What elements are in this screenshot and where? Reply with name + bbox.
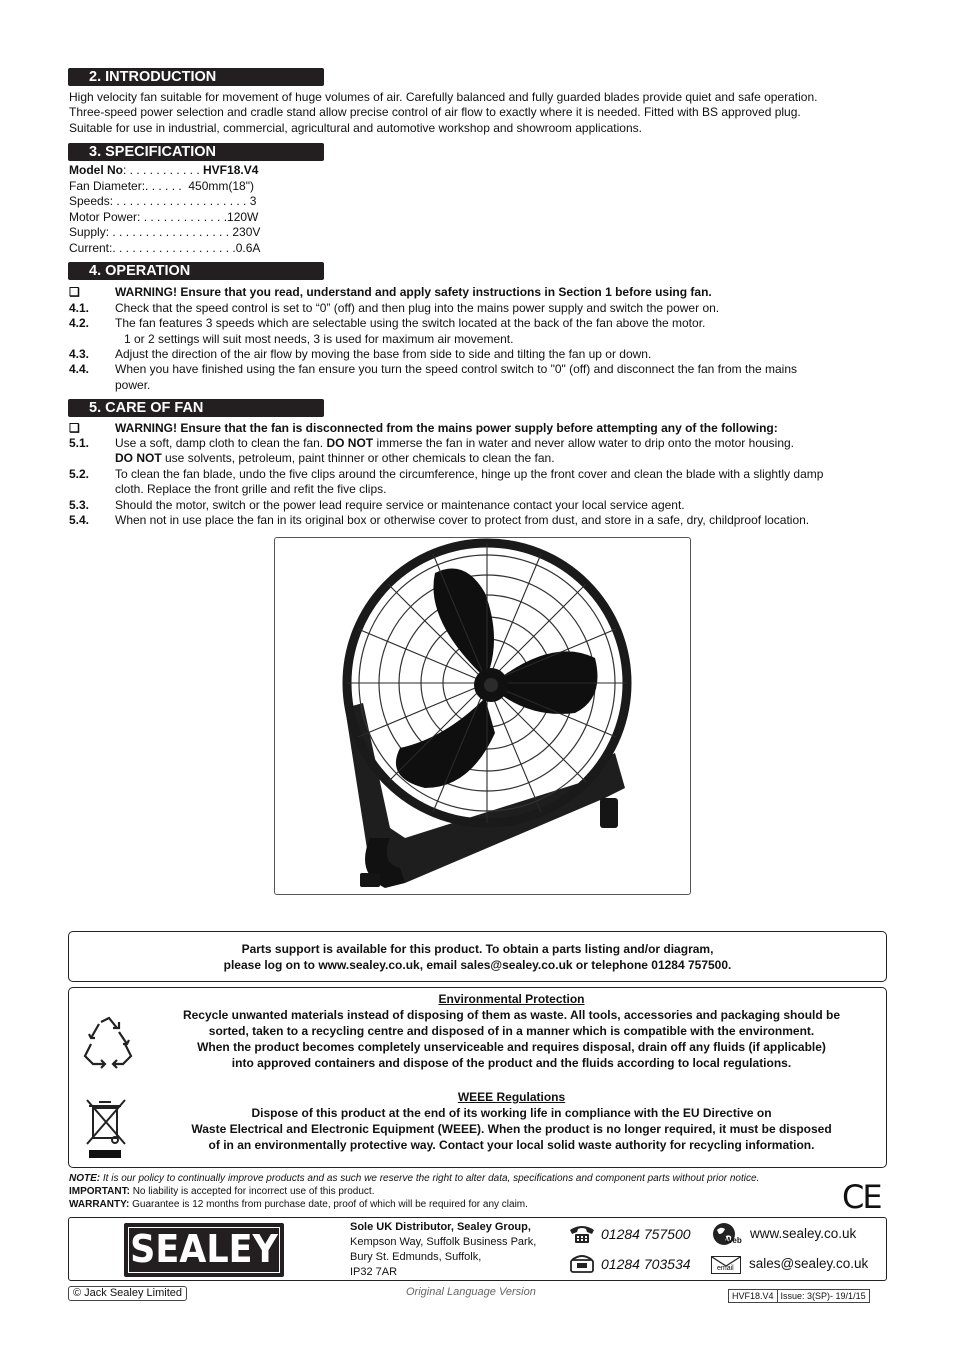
- item-text: Should the motor, switch or the power lead require service or maintenance contact your local service agent.: [115, 498, 685, 512]
- care-warning-text: WARNING! Ensure that the fan is disconnected from the mains power supply before attempting any of the following:: [115, 421, 778, 435]
- section-heading-introduction: 2. INTRODUCTION: [68, 68, 324, 86]
- item-text: Check that the speed control is set to “0” (off) and then plug into the mains power supply and switch the power on.: [115, 301, 720, 315]
- address-line: Kempson Way, Suffolk Business Park,: [350, 1236, 537, 1248]
- distributor-name: Sole UK Distributor, Sealey Group,: [350, 1221, 531, 1233]
- env-line: Recycle unwanted materials instead of disposing of them as waste. All tools, accessories and packaging should be: [182, 1008, 841, 1022]
- sealey-logo-text: SEALEY: [130, 1228, 278, 1272]
- item-text: Adjust the direction of the air flow by moving the base from side to side and tilting the fan up or down.: [115, 347, 652, 361]
- contact-box: [68, 1217, 887, 1281]
- parts-support-box: [68, 931, 887, 982]
- item-text: When not in use place the fan in its original box or otherwise cover to protect from dust, and store in a safe, dry, childproof location.: [115, 513, 810, 527]
- spec-table: [69, 163, 260, 256]
- text-run: immerse the fan in water and never allow water to drip onto the motor housing.: [373, 436, 795, 450]
- warranty-label: WARRANTY:: [69, 1199, 130, 1210]
- email-icon-label: email: [717, 1265, 734, 1272]
- environmental-box: [68, 987, 887, 1168]
- item-number: 5.2.: [69, 467, 90, 481]
- address-line: IP32 7AR: [350, 1266, 398, 1278]
- phone-icon: [568, 1224, 596, 1249]
- weee-line: Dispose of this product at the end of its working life in compliance with the EU Directive on: [251, 1106, 772, 1120]
- note-label: NOTE:: [69, 1173, 101, 1184]
- web-icon-label: Web: [725, 1236, 742, 1245]
- fax-number[interactable]: 01284 703534: [601, 1256, 691, 1272]
- spec-model-dots: : . . . . . . . . . . .: [123, 163, 204, 177]
- fax-icon: [568, 1252, 596, 1279]
- item-text: To clean the fan blade, undo the five clips around the circumference, hinge up the front cover and clean the blade with a slightly damp: [115, 467, 824, 481]
- sealey-logo: [124, 1223, 284, 1277]
- phone-number[interactable]: 01284 757500: [601, 1226, 691, 1242]
- item-text: cloth. Replace the front grille and refit the five clips.: [115, 482, 387, 496]
- item-number: 4.1.: [69, 301, 90, 315]
- note-text: It is our policy to continually improve products and as such we reserve the right to alter data, specifications and component parts without prior notice.: [100, 1173, 760, 1184]
- address-line: Bury St. Edmunds, Suffolk,: [350, 1251, 482, 1263]
- spec-row: Current:. . . . . . . . . . . . . . . . . . .0.6A: [69, 240, 261, 255]
- section-heading-care: 5. CARE OF FAN: [68, 399, 324, 417]
- item-text: 1 or 2 settings will suit most needs, 3 is used for maximum air movement.: [124, 332, 514, 346]
- item-number: 5.1.: [69, 436, 90, 450]
- item-number: 5.4.: [69, 513, 90, 527]
- parts-line: Parts support is available for this product. To obtain a parts listing and/or diagram,: [241, 942, 714, 956]
- item-text: power.: [115, 378, 151, 392]
- weee-line: Waste Electrical and Electronic Equipment (WEEE). When the product is no longer required, it must be disposed: [191, 1122, 832, 1136]
- spec-row-model: [69, 163, 260, 179]
- text-run-bold: DO NOT: [326, 436, 374, 450]
- spec-row: Fan Diameter:. . . . . . 450mm(18"): [69, 178, 254, 193]
- intro-line: Three-speed power selection and cradle stand allow precise control of air flow to exactly where it is needed. Fitted with BS approved plug.: [69, 105, 801, 120]
- issue-info: Issue: 3(SP)- 19/1/15: [780, 1291, 866, 1301]
- document-code: [728, 1289, 870, 1303]
- env-title: Environmental Protection: [438, 992, 585, 1006]
- spec-row: Motor Power: . . . . . . . . . . . . .120W: [69, 209, 259, 224]
- warranty-line: [69, 1198, 528, 1211]
- item-number: 5.3.: [69, 498, 90, 512]
- email-link[interactable]: sales@sealey.co.uk: [749, 1256, 869, 1271]
- env-line: into approved containers and dispose of the product and the fluids according to local regulations.: [231, 1056, 792, 1070]
- important-line: [69, 1185, 374, 1198]
- copyright: © Jack Sealey Limited: [68, 1286, 187, 1301]
- warranty-text: Guarantee is 12 months from purchase date, proof of which will be required for any claim.: [129, 1199, 528, 1210]
- email-envelope-icon: [711, 1256, 741, 1274]
- item-text: [115, 436, 887, 451]
- item-number: 4.2.: [69, 316, 90, 330]
- spec-model-label: Model No: [69, 163, 123, 177]
- item-text: The fan features 3 speeds which are selectable using the switch located at the back of the fan above the motor.: [115, 316, 706, 330]
- weee-bin-icon: [83, 1094, 129, 1165]
- item-number: 4.3.: [69, 347, 90, 361]
- section-heading-operation: 4. OPERATION: [68, 262, 324, 280]
- text-run-bold: DO NOT: [115, 451, 162, 465]
- recycle-icon: [79, 1014, 137, 1075]
- item-text: When you have finished using the fan ensure you turn the speed control switch to "0" (off) and disconnect the fan from the mains: [115, 362, 798, 376]
- item-number: 4.4.: [69, 362, 90, 376]
- intro-line: Suitable for use in industrial, commercial, agricultural and automotive workshop and showroom applications.: [69, 120, 642, 135]
- address-block: [350, 1220, 536, 1280]
- checkbox-bullet-icon: ❏: [69, 285, 80, 299]
- ce-mark: CE: [842, 1178, 881, 1216]
- env-line: sorted, taken to a recycling centre and disposed of in a manner which is compatible with the environment.: [208, 1024, 815, 1038]
- environmental-text: [139, 991, 884, 1153]
- note-line: [69, 1172, 759, 1185]
- product-code: HVF18.V4: [729, 1290, 778, 1302]
- spec-row: Speeds: . . . . . . . . . . . . . . . . . . . . 3: [69, 194, 257, 208]
- text-run: use solvents, petroleum, paint thinner or other chemicals to clean the fan.: [161, 451, 555, 465]
- fan-illustration: [275, 538, 690, 894]
- operation-warning-text: WARNING! Ensure that you read, understand and apply safety instructions in Section 1 before using fan.: [115, 285, 712, 299]
- parts-line: please log on to www.sealey.co.uk, email sales@sealey.co.uk or telephone 01284 757500.: [223, 958, 732, 972]
- spec-model-value: HVF18.V4: [203, 163, 259, 177]
- section-heading-specification: 3. SPECIFICATION: [68, 143, 324, 161]
- item-text: [115, 451, 887, 466]
- weee-title: WEEE Regulations: [457, 1090, 566, 1104]
- intro-text: [69, 90, 817, 136]
- web-globe-icon: [711, 1222, 741, 1253]
- fan-product-image: [274, 537, 691, 895]
- website-link[interactable]: www.sealey.co.uk: [750, 1226, 857, 1241]
- text-run: Use a soft, damp cloth to clean the fan.: [115, 436, 327, 450]
- checkbox-bullet-icon: ❏: [69, 421, 80, 435]
- intro-line: High velocity fan suitable for movement of huge volumes of air. Carefully balanced and fully guarded blades provide quiet and safe operation.: [69, 90, 818, 104]
- env-line: When the product becomes completely unserviceable and requires disposal, drain off any fluids (if applicable): [197, 1040, 826, 1054]
- language-version: Original Language Version: [406, 1286, 536, 1298]
- important-label: IMPORTANT:: [69, 1186, 130, 1197]
- weee-line: of in an environmentally protective way. Contact your local solid waste authority for recycling information.: [208, 1138, 815, 1152]
- important-text: No liability is accepted for incorrect use of this product.: [129, 1186, 375, 1197]
- spec-row: Supply: . . . . . . . . . . . . . . . . . . 230V: [69, 225, 261, 239]
